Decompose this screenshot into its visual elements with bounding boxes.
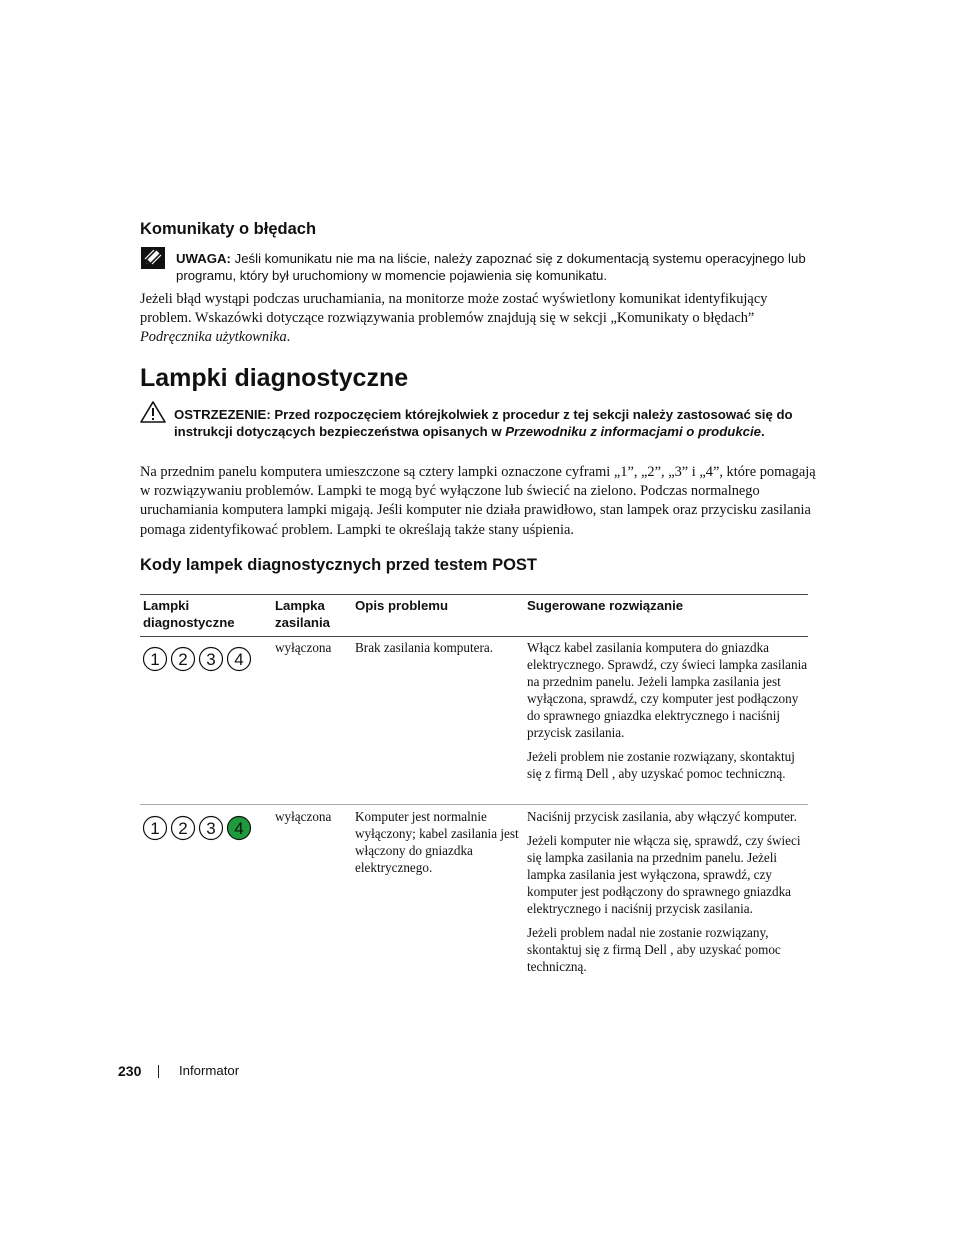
solution-paragraph: Jeżeli problem nie zostanie rozwiązany, skontaktuj się z firmą Dell , aby uzyskać pomoc techniczną. [527, 749, 795, 781]
note-block [176, 250, 816, 284]
section-heading-pre-post-codes: Kody lampek diagnostycznych przed testem POST [140, 556, 538, 574]
warning-label: OSTRZEZENIE: [174, 407, 271, 422]
led-label: 2 [178, 819, 188, 838]
diagnostic-lights-paragraph: Na przednim panelu komputera umieszczone są cztery lampki oznaczone cyframi „1”, „2”, „3” i „4”, które pomagają w rozwiązywaniu problemów. Lampki te mogą być wyłączone lub świecić na zielono. Podczas normalnego uruchamiania komputera lampki migają. Jeśli komputer nie działa prawidłowo, stan lampek oraz przycisku zasilania pomaga zidentyfikować problem. Lampki te określają także stany uśpienia. [140, 464, 816, 538]
led-2-off [172, 817, 195, 840]
led-label: 2 [178, 650, 188, 669]
table-top-rule [140, 594, 808, 595]
solution-paragraph: Jeżeli problem nadal nie zostanie rozwiązany, skontaktuj się z firmą Dell , aby uzyskać pomoc techniczną. [527, 925, 781, 974]
led-1-off [144, 817, 167, 840]
note-text: Jeśli komunikatu nie ma na liście, należy zapoznać się z dokumentacją systemu operacyjnego lub programu, który był uruchomiony w momencie pojawienia się komunikatu. [176, 251, 806, 283]
led-label: 1 [150, 819, 160, 838]
table-cell-solution [527, 808, 809, 982]
table-header-rule [140, 636, 808, 637]
product-info-guide-reference: Przewodniku z informacjami o produkcie [505, 424, 762, 439]
table-row-rule [140, 804, 808, 805]
led-label: 4 [234, 650, 244, 669]
table-cell-problem: Komputer jest normalnie wyłączony; kabel zasilania jest włączony do gniazdka elektrycznego. [355, 809, 519, 875]
solution-paragraph: Jeżeli komputer nie włącza się, sprawdź, czy świeci się lampka zasilania na przednim panelu. Jeżeli lampka zasilania jest wyłączona, sprawdź, czy komputer jest podłączony do sprawnego gniazdka elektrycznego i naciśnij przycisk zasilania. [527, 833, 801, 916]
note-label: UWAGA: [176, 251, 231, 266]
led-3-off [200, 648, 223, 671]
table-header-problem: Opis problemu [355, 598, 449, 613]
led-4-on [228, 817, 251, 840]
led-label: 3 [206, 819, 216, 838]
warning-block [174, 406, 814, 440]
table-cell-problem: Brak zasilania komputera. [355, 640, 494, 655]
warning-end: . [761, 424, 765, 439]
led-4-off [228, 648, 251, 671]
led-label: 4 [234, 819, 244, 838]
section-heading-errors: Komunikaty o błędach [140, 220, 317, 238]
led-label: 1 [150, 650, 160, 669]
table-header-power-light: Lampka zasilania [275, 598, 330, 630]
footer-divider [158, 1065, 159, 1078]
led-label: 3 [206, 650, 216, 669]
warning-text: Przed rozpoczęciem którejkolwiek z procedur z tej sekcji należy zastosować się do instrukcji dotyczących bezpieczeństwa opisanych w [174, 407, 793, 439]
led-1-off [144, 648, 167, 671]
diagnostic-leds-row-2 [142, 815, 254, 841]
errors-paragraph-text: Jeżeli błąd wystąpi podczas uruchamiania, na monitorze może zostać wyświetlony komunikat identyfikujący problem. Wskazówki dotyczące rozwiązywania problemów znajdują się w sekcji „Komunikaty o błędach” [140, 291, 768, 327]
led-2-off [172, 648, 195, 671]
footer-title: Informator [179, 1063, 240, 1078]
led-3-off [200, 817, 223, 840]
solution-paragraph: Włącz kabel zasilania komputera do gniazdka elektrycznego. Sprawdź, czy świeci lampka zasilania na przednim panelu. Jeżeli lampka zasilania jest wyłączona, sprawdź, czy komputer jest podłączony do sprawnego gniazdka elektrycznego i naciśnij przycisk zasilania. [527, 640, 808, 740]
table-cell-power: wyłączona [275, 640, 332, 655]
errors-paragraph [140, 290, 820, 348]
users-guide-reference: Podręcznika użytkownika [140, 329, 287, 346]
diagnostic-leds-row-1 [142, 646, 254, 672]
pencil-note-icon [141, 247, 165, 269]
section-heading-diagnostic-lights: Lampki diagnostyczne [140, 364, 409, 392]
solution-paragraph: Naciśnij przycisk zasilania, aby włączyć komputer. [527, 809, 797, 824]
warning-triangle-icon [140, 401, 166, 423]
table-cell-solution [527, 639, 809, 789]
page-number: 230 [118, 1063, 142, 1079]
table-header-solution: Sugerowane rozwiązanie [527, 598, 684, 613]
errors-paragraph-end: . [286, 329, 291, 346]
table-header-diagnostic-lights: Lampki diagnostyczne [143, 598, 235, 630]
table-cell-power: wyłączona [275, 809, 332, 824]
